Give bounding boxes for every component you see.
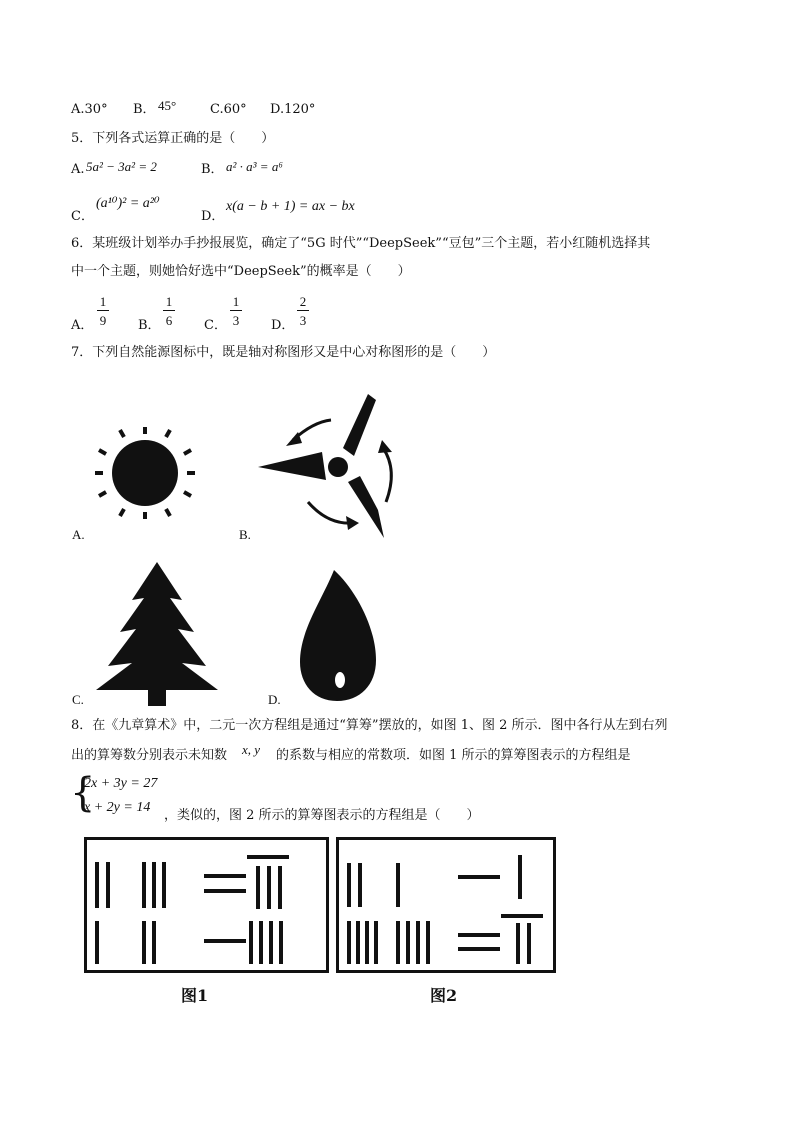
sun-icon [85,420,205,540]
q8-line2-b: 的系数与相应的常数项．如图 1 所示的算筹图表示的方程组是 [276,748,631,763]
q4-option-c: C.60° [210,102,247,117]
q7-option-c-label: C. [72,692,84,707]
q6-option-c-denominator: 3 [232,313,240,328]
q4-option-b-value: 45° [158,98,177,113]
q5-option-d-expr: x(a − b + 1) = ax − bx [226,199,355,214]
q6-option-a-label: A． [71,318,94,333]
q6-option-d-label: D． [271,318,295,333]
q6-option-b-denominator: 6 [165,313,173,328]
figure-1-caption: 图1 [181,986,209,1005]
q6-option-a-denominator: 9 [99,313,107,328]
q6-option-d-denominator: 3 [299,313,307,328]
q5-option-b-label: B． [201,162,224,177]
q6-option-b-numerator: 1 [165,294,173,309]
q7-option-d-label: D. [268,692,281,707]
figure-2-caption: 图2 [430,986,458,1005]
q8-system-brace: { [70,770,96,816]
q6-option-a-fraction [97,294,109,328]
q5-option-c-label: C． [71,209,94,224]
wind-turbine-icon [258,390,403,540]
q8-equation-1: 2x + 3y = 27 [84,776,158,791]
q8-equation-2: x + 2y = 14 [84,800,151,815]
q4-option-d: D.120° [270,102,316,117]
q6-stem-line2: 中一个主题，则她恰好选中“DeepSeek”的概率是（ ） [71,264,411,279]
q4-option-b-label: B． [133,102,156,117]
water-drop-icon [298,570,378,702]
q8-line2-vars: x, y [242,742,261,757]
counting-rods-figure-1 [84,837,329,973]
q8-line2-a: 出的算筹数分别表示未知数 [71,748,228,763]
q8-line3: ，类似的，图 2 所示的算筹图表示的方程组是（ ） [164,808,480,823]
q6-option-d-numerator: 2 [299,294,307,309]
counting-rods-figure-2 [336,837,556,973]
q6-option-b-label: B． [138,318,161,333]
q6-option-b-fraction [163,294,175,328]
q6-option-c-numerator: 1 [232,294,240,309]
q4-option-a: A.30° [71,102,108,117]
q6-option-d-fraction [297,294,309,328]
q8-line1: 8．在《九章算术》中，二元一次方程组是通过“算筹”摆放的，如图 1、图 2 所示．图中各行从左到右列 [71,718,668,733]
pine-tree-icon [96,562,218,706]
q6-option-c-fraction [230,294,242,328]
q7-stem: 7．下列自然能源图标中，既是轴对称图形又是中心对称图形的是（ ） [71,345,496,360]
q7-option-a-label: A. [72,527,85,542]
q5-option-d-label: D． [201,209,225,224]
q7-option-b-label: B. [239,527,251,542]
q5-option-b-expr: a² · a³ = a⁶ [226,159,283,174]
q5-option-a-label: A. [71,162,85,177]
q6-option-a-numerator: 1 [99,294,107,309]
q5-stem: 5．下列各式运算正确的是（ ） [71,131,275,146]
q5-option-c-expr: (a¹⁰)² = a²⁰ [96,196,160,211]
q6-stem-line1: 6．某班级计划举办手抄报展览，确定了“5G 时代”“DeepSeek”“豆包”三个主题，若小红随机选择其 [71,236,651,251]
q6-option-c-label: C． [204,318,227,333]
q5-option-a-expr: 5a² − 3a² = 2 [86,159,157,174]
